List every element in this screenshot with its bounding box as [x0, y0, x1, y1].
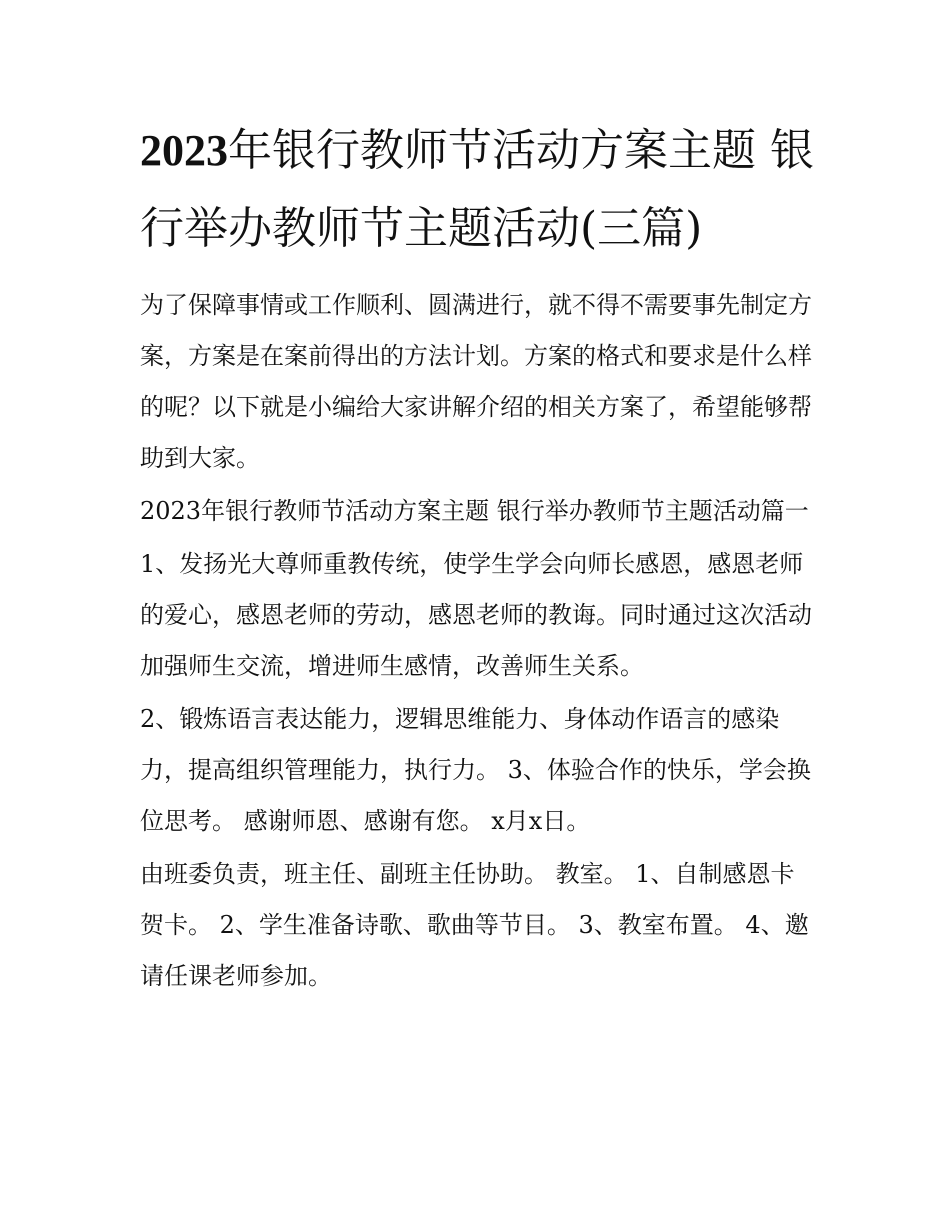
- title-text: 年银行教师节活动方案主题 银行举办教师节主题活动(三篇): [140, 125, 814, 254]
- section-heading: 2023年银行教师节活动方案主题 银行举办教师节主题活动篇一: [140, 497, 809, 525]
- body-paragraph-2: 2、锻炼语言表达能力，逻辑思维能力、身体动作语言的感染力，提高组织管理能力，执行力。 3、体验合作的快乐，学会换位思考。 感谢师恩、感谢有您。 x月x日。: [140, 705, 811, 835]
- body-paragraph-1: 1、发扬光大尊师重教传统，使学生学会向师长感恩，感恩老师的爱心，感恩老师的劳动，感恩老师的教诲。同时通过这次活动加强师生交流，增进师生感情，改善师生关系。: [140, 550, 812, 680]
- title-year: 2023: [140, 126, 228, 175]
- document-page: [140, 112, 816, 1004]
- document-title: [140, 112, 816, 268]
- body-paragraph-3: 由班委负责，班主任、副班主任协助。 教室。 1、自制感恩卡贺卡。 2、学生准备诗歌、歌曲等节目。 3、教室布置。 4、邀请任课老师参加。: [140, 860, 809, 990]
- intro-paragraph: 为了保障事情或工作顺利、圆满进行，就不得不需要事先制定方案，方案是在案前得出的方法计划。方案的格式和要求是什么样的呢？以下就是小编给大家讲解介绍的相关方案了，希望能够帮助到大家。: [140, 291, 812, 472]
